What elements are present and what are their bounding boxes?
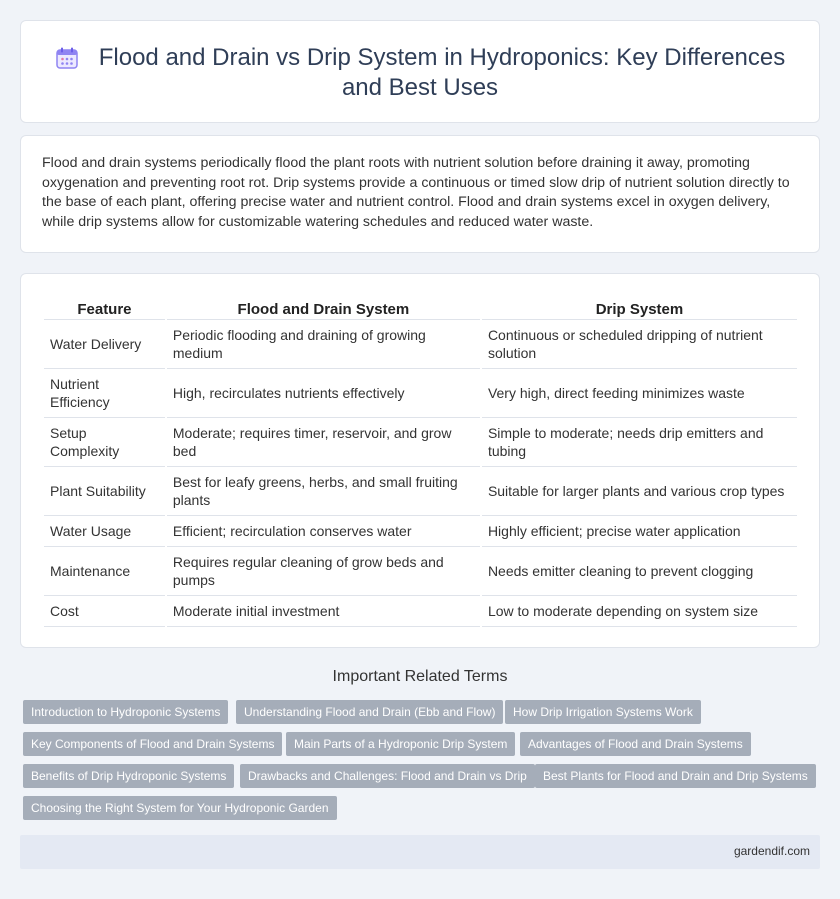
related-tag[interactable]: Main Parts of a Hydroponic Drip System xyxy=(286,732,515,756)
comparison-card xyxy=(20,273,820,648)
related-tag[interactable]: Choosing the Right System for Your Hydroponic Garden xyxy=(23,796,337,820)
intro-card xyxy=(20,135,820,253)
cell-drip: Simple to moderate; needs drip emitters and tubing xyxy=(482,418,797,467)
cell-flood-drain: Requires regular cleaning of grow beds and pumps xyxy=(167,547,480,596)
intro-paragraph: Flood and drain systems periodically flood the plant roots with nutrient solution before draining it away, promoting oxygenation and preventing root rot. Drip systems provide a continuous or timed slow drip of nutrient solution directly to the base of each plant, offering precise water and nutrient control. Flood and drain systems excel in oxygen delivery, while drip systems allow for customizable watering schedules and reduced water waste. xyxy=(42,155,790,230)
cell-flood-drain: Efficient; recirculation conserves water xyxy=(167,516,480,547)
title-card xyxy=(20,20,820,123)
cell-flood-drain: Moderate; requires timer, reservoir, and grow bed xyxy=(167,418,480,467)
table-row xyxy=(44,320,797,369)
cell-feature: Water Usage xyxy=(44,516,165,547)
footer xyxy=(20,835,820,869)
comparison-table xyxy=(42,296,799,627)
related-tag[interactable]: Drawbacks and Challenges: Flood and Drain vs Drip xyxy=(240,764,535,788)
related-tag[interactable]: Benefits of Drip Hydroponic Systems xyxy=(23,764,234,788)
footer-site-link[interactable]: gardendif.com xyxy=(733,844,810,858)
related-tag[interactable]: Introduction to Hydroponic Systems xyxy=(23,700,228,724)
page-title: Flood and Drain vs Drip System in Hydroponics: Key Differences and Best Uses xyxy=(98,44,786,101)
cell-drip: Suitable for larger plants and various crop types xyxy=(482,467,797,516)
header-flood-drain: Flood and Drain System xyxy=(167,296,480,320)
cell-flood-drain: Periodic flooding and draining of growing medium xyxy=(167,320,480,369)
related-tag[interactable]: How Drip Irrigation Systems Work xyxy=(505,700,701,724)
related-tag[interactable]: Key Components of Flood and Drain Systems xyxy=(23,732,282,756)
related-terms-heading: Important Related Terms xyxy=(332,668,508,685)
cell-feature: Cost xyxy=(44,596,165,627)
cell-feature: Plant Suitability xyxy=(44,467,165,516)
table-row xyxy=(44,467,797,516)
cell-drip: Low to moderate depending on system size xyxy=(482,596,797,627)
table-row xyxy=(44,369,797,418)
cell-drip: Very high, direct feeding minimizes waste xyxy=(482,369,797,418)
cell-flood-drain: High, recirculates nutrients effectively xyxy=(167,369,480,418)
table-header-row xyxy=(44,296,797,320)
table-row xyxy=(44,547,797,596)
cell-drip: Highly efficient; precise water application xyxy=(482,516,797,547)
related-tag[interactable]: Understanding Flood and Drain (Ebb and Flow) xyxy=(236,700,503,724)
related-tag[interactable]: Best Plants for Flood and Drain and Drip Systems xyxy=(535,764,816,788)
cell-drip: Continuous or scheduled dripping of nutrient solution xyxy=(482,320,797,369)
cell-feature: Water Delivery xyxy=(44,320,165,369)
cell-feature: Setup Complexity xyxy=(44,418,165,467)
related-tag[interactable]: Advantages of Flood and Drain Systems xyxy=(520,732,751,756)
cell-flood-drain: Moderate initial investment xyxy=(167,596,480,627)
cell-feature: Maintenance xyxy=(44,547,165,596)
table-row xyxy=(44,596,797,627)
cell-flood-drain: Best for leafy greens, herbs, and small fruiting plants xyxy=(167,467,480,516)
table-row xyxy=(44,516,797,547)
cell-drip: Needs emitter cleaning to prevent clogging xyxy=(482,547,797,596)
title-wrap xyxy=(51,43,789,103)
header-feature: Feature xyxy=(44,296,165,320)
header-drip: Drip System xyxy=(482,296,797,320)
table-row xyxy=(44,418,797,467)
cell-feature: Nutrient Efficiency xyxy=(44,369,165,418)
calendar-icon xyxy=(55,46,79,70)
